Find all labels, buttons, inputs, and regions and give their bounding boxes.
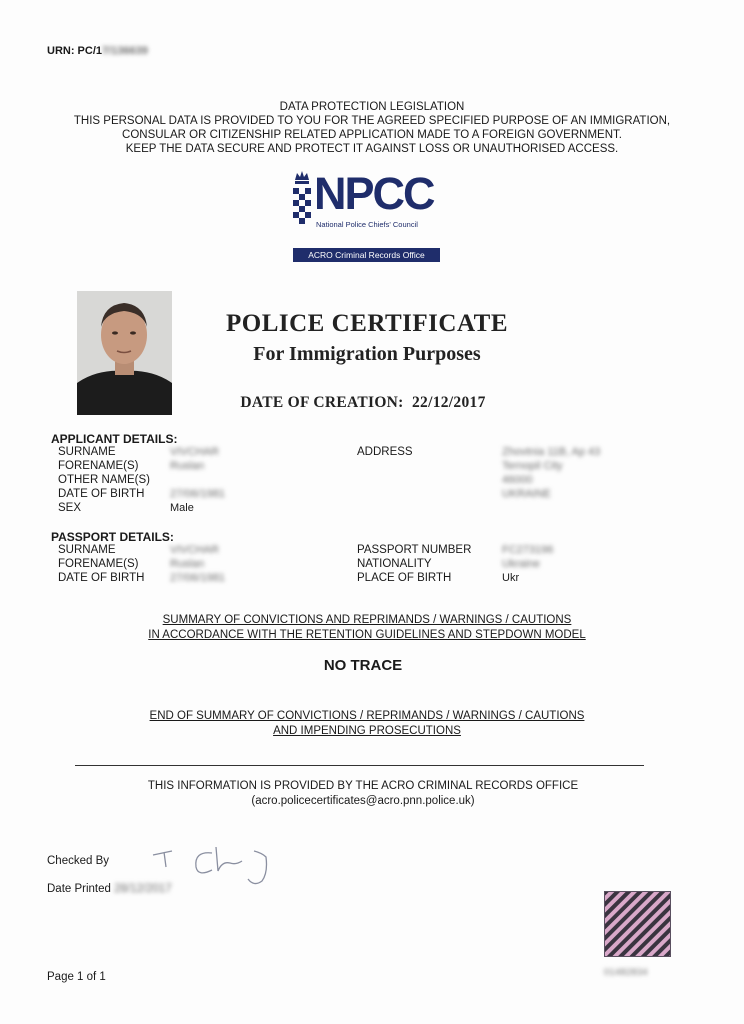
result-no-trace: NO TRACE: [323, 657, 403, 674]
info-footer: [0, 779, 726, 809]
passport-surname-label: SURNAME: [58, 544, 116, 556]
creation-value: 22/12/2017: [412, 394, 486, 411]
passport-number-label: PASSPORT NUMBER: [357, 544, 472, 556]
address-line: Zhovtnia 11B, Ap 43: [502, 446, 601, 458]
applicant-details-heading: APPLICANT DETAILS:: [51, 432, 178, 446]
place-of-birth-value: Ukr: [502, 572, 520, 584]
address-line: Ternopil City: [502, 460, 563, 472]
urn-label: URN: PC/1: [47, 45, 103, 57]
acro-office-banner: ACRO Criminal Records Office: [293, 248, 440, 262]
data-protection-notice: [0, 100, 744, 156]
creation-label: DATE OF CREATION:: [240, 394, 404, 411]
passport-dob-label: DATE OF BIRTH: [58, 572, 145, 584]
date-printed: [47, 883, 172, 895]
certificate-subtitle: For Immigration Purposes: [253, 343, 481, 365]
summary-start-line: SUMMARY OF CONVICTIONS AND REPRIMANDS / WARNINGS / CAUTIONS: [162, 614, 572, 626]
npcc-logo: [292, 168, 442, 233]
passport-surname-value: VIVCHAR: [170, 544, 219, 556]
urn: [47, 45, 148, 57]
signature-icon: [150, 843, 275, 888]
date-of-creation: [0, 394, 726, 412]
crown-crest-icon: [292, 170, 312, 230]
applicant-dob-label: DATE OF BIRTH: [58, 488, 145, 500]
address-line: UKRAINE: [502, 488, 551, 500]
summary-start: [0, 613, 734, 643]
place-of-birth-label: PLACE OF BIRTH: [357, 572, 452, 584]
applicant-dob-value: 27/06/1981: [170, 488, 226, 500]
passport-forename-label: FORENAME(S): [58, 558, 139, 570]
serial-number: 01482834: [604, 967, 649, 977]
summary-end-line: END OF SUMMARY OF CONVICTIONS / REPRIMANDS / WARNINGS / CAUTIONS: [149, 710, 585, 722]
applicant-surname-label: SURNAME: [58, 446, 116, 458]
passport-number-value: FC273196: [502, 544, 554, 556]
applicant-sex-label: SEX: [58, 502, 82, 514]
notice-line: DATA PROTECTION LEGISLATION: [279, 101, 465, 113]
passport-forename-value: Ruslan: [170, 558, 205, 570]
address-label: ADDRESS: [357, 446, 413, 458]
certificate-title: POLICE CERTIFICATE: [225, 310, 508, 337]
notice-line: CONSULAR OR CITIZENSHIP RELATED APPLICATION MADE TO A FOREIGN GOVERNMENT.: [122, 129, 622, 141]
security-hologram-icon: [604, 891, 671, 957]
applicant-forename-label: FORENAME(S): [58, 460, 139, 472]
npcc-wordmark: NPCC: [314, 168, 434, 219]
info-email: (acro.policecertificates@acro.pnn.police.uk): [251, 795, 475, 807]
page-number: Page 1 of 1: [47, 971, 106, 983]
applicant-othername-label: OTHER NAME(S): [58, 474, 150, 486]
notice-line: THIS PERSONAL DATA IS PROVIDED TO YOU FOR THE AGREED SPECIFIED PURPOSE OF AN IMMIGRATION,: [73, 115, 671, 127]
summary-end: [0, 709, 734, 739]
nationality-value: Ukraine: [502, 558, 540, 570]
address-line: 46000: [502, 474, 533, 486]
summary-end-line: AND IMPENDING PROSECUTIONS: [273, 725, 461, 737]
date-printed-label: Date Printed: [47, 883, 111, 895]
notice-line: KEEP THE DATA SECURE AND PROTECT IT AGAINST LOSS OR UNAUTHORISED ACCESS.: [125, 143, 619, 155]
checked-by-label: Checked By: [47, 855, 110, 867]
summary-start-line: IN ACCORDANCE WITH THE RETENTION GUIDELINES AND STEPDOWN MODEL: [148, 629, 586, 641]
divider: [75, 765, 644, 766]
applicant-forename-value: Ruslan: [170, 460, 205, 472]
applicant-sex-value: Male: [170, 502, 194, 514]
passport-dob-value: 27/06/1981: [170, 572, 226, 584]
urn-value: 7/136639: [102, 45, 148, 57]
info-line: THIS INFORMATION IS PROVIDED BY THE ACRO CRIMINAL RECORDS OFFICE: [147, 780, 579, 792]
passport-details-heading: PASSPORT DETAILS:: [51, 530, 174, 544]
applicant-surname-value: VIVCHAR: [170, 446, 219, 458]
date-printed-value: 28/12/2017: [114, 883, 172, 895]
npcc-subtitle: National Police Chiefs' Council: [316, 220, 418, 229]
nationality-label: NATIONALITY: [357, 558, 432, 570]
